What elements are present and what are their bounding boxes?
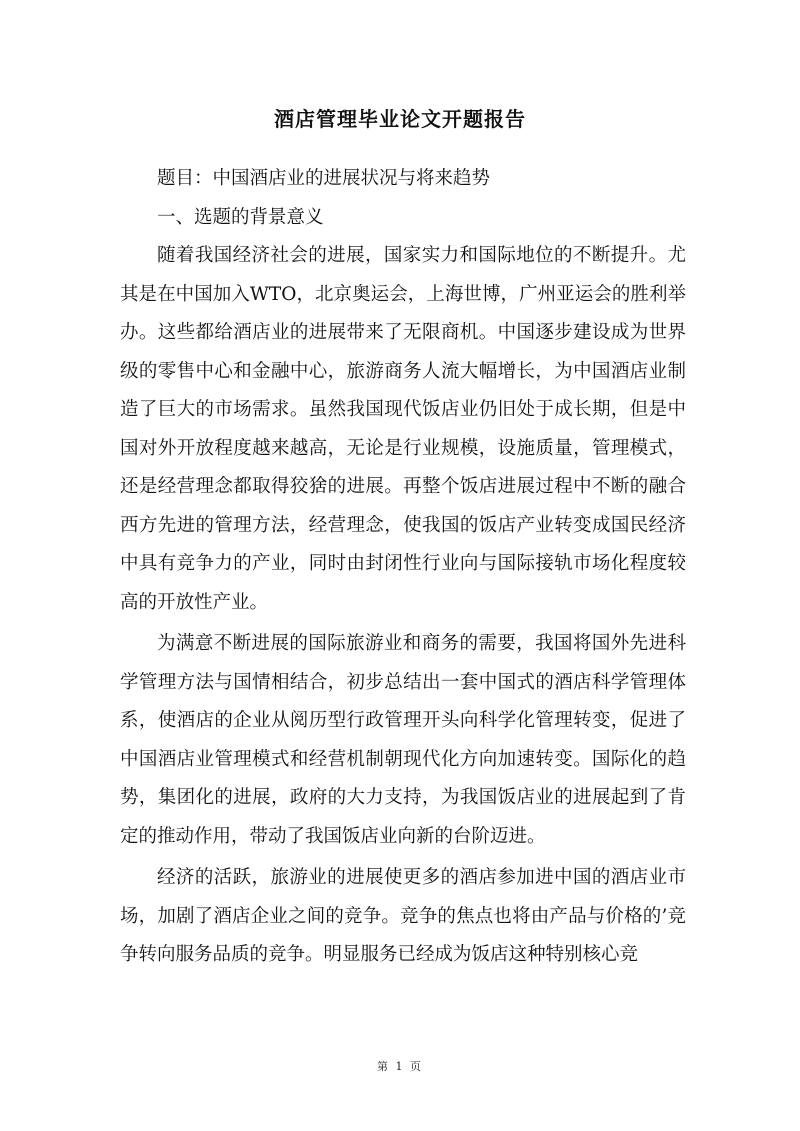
page-number: 第 1 页 (377, 1060, 423, 1073)
subject-line: 题目：中国酒店业的进展状况与将来趋势 (157, 168, 491, 189)
document-title: 酒店管理毕业论文开题报告 (274, 107, 526, 131)
paragraph: 随着我国经济社会的进展，国家实力和国际地位的不断提升。尤其是在中国加入WTO，北京奥运会，上海世博，广州亚运会的胜利举办。这些都给酒店业的进展带来了无限商机。中国逐步建设成为世界级的零售中心和金融中心，旅游商务人流大幅增长，为中国酒店业制造了巨大的市场需求。虽然我国现代饭店业仍旧处于成长期，但是中国对外开放程度越来越高，无论是行业规模，设施质量，管理模式，还是经营理念都取得狡猞的进展。再整个饭店进展过程中不断的融合西方先进的管理方法，经营理念，使我国的饭店产业转变成国民经济中具有竞争力的产业，同时由封闭性行业向与国际接轨市场化程度较高的开放性产业。 (120, 245, 686, 613)
paragraph: 为满意不断进展的国际旅游业和商务的需要，我国将国外先进科学管理方法与国情相结合，初步总结出一套中国式的酒店科学管理体系，使酒店的企业从阅历型行政管理开头向科学化管理转变，促进了中国酒店业管理模式和经营机制朝现代化方向加速转变。国际化的趋势，集团化的进展，政府的大力支持，为我国饭店业的进展起到了肯定的推动作用，带动了我国饭店业向新的台阶迈进。 (120, 633, 686, 847)
section-heading: 一、选题的背景意义 (157, 206, 324, 228)
paragraph: 经济的活跃，旅游业的进展使更多的酒店参加进中国的酒店业市场，加剧了酒店企业之间的竞争。竞争的焦点也将由产品与价格的’竞争转向服务品质的竞争。明显服务已经成为饭店这种特别核心竞 (120, 867, 686, 965)
document-body (120, 160, 686, 975)
